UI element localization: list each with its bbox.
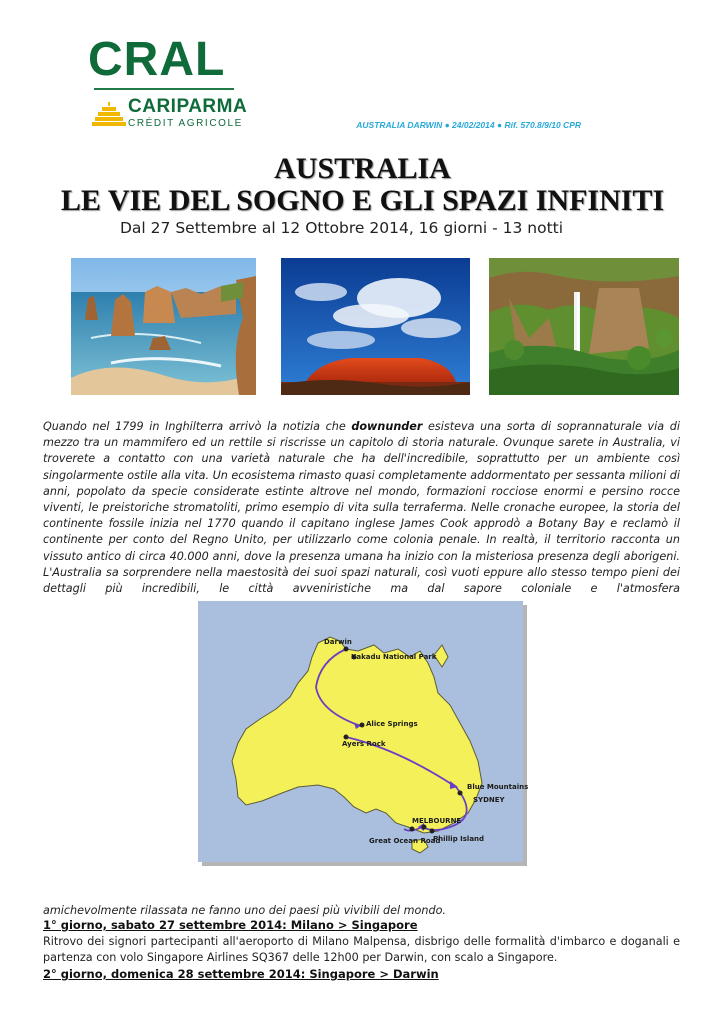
map-label-kakadu: Kakadu National Park <box>351 653 437 661</box>
page-title: AUSTRALIA <box>274 152 451 185</box>
twelve-apostles-photo <box>71 258 256 395</box>
uluru-photo <box>281 258 470 395</box>
map-label-alice-springs: Alice Springs <box>366 720 418 728</box>
reference-line: AUSTRALIA DARWIN ● 24/02/2014 ● Rif. 570.8/9/10 CPR <box>356 120 581 130</box>
day-1-description: Ritrovo dei signori partecipanti all'aeroporto di Milano Malpensa, disbrigo delle formalità d'imbarco e doganali e partenza con volo Singapore Airlines SQ367 delle 12h00 per Darwin, con scalo a Singapore. <box>43 935 680 965</box>
map-label-blue-mountains: Blue Mountains <box>467 783 529 791</box>
intro-text-rest: esisteva una sorta di soprannaturale via di mezzo tra un mammifero ed un rettile si riscrisse un capitolo di storia naturale. Ovunque sarete in Australia, vi troverete a contatto con una varietà naturale che ha dell'incredibile, soprattutto per un ambiente così singolarmente ostile alla vita. Un ecosistema rimasto quasi completamente addormentato per sessanta milioni di anni, popolato da specie considerate estinte altrove nel mondo, formazioni rocciose enormi e persino rocce viventi, le preistoriche stromatoliti, primo esempio di vita sulla terraferma. Nelle cronache europee, la storia del continente fossile inizia nel 1770 quando il capitano inglese James Cook approdò a Botany Bay e reclamò il continente per conto del Regno Unito, per utilizzarlo come colonia penale. In realtà, il territorio racconta un vissuto antico di circa 40.000 anni, dove la presenza umana ha inizio con la misteriosa presenza degli aborigeni. L'Australia sa sorprendere nella maestosità dei suoi spazi naturali, così vuoti eppure allo stesso tempo pieni dei dettagli più incredibili, le città avveniristiche ma dal sapore coloniale e l'atmosfera <box>43 420 680 596</box>
intro-highlight: downunder <box>351 420 423 433</box>
stop-marker <box>422 825 427 830</box>
stop-marker <box>410 827 415 832</box>
intro-paragraph <box>43 419 680 596</box>
itinerary-map <box>198 601 529 862</box>
stop-marker <box>344 735 349 740</box>
map-label-sydney: SYDNEY <box>473 796 505 804</box>
kakadu-waterfall-photo <box>489 258 679 395</box>
day-1-heading: 1° giorno, sabato 27 settembre 2014: Milano > Singapore <box>43 918 418 932</box>
map-label-great-ocean-road: Great Ocean Road <box>369 837 441 845</box>
map-label-ayers-rock: Ayers Rock <box>342 740 386 748</box>
map-label-darwin: Darwin <box>324 638 352 646</box>
stop-marker <box>458 791 463 796</box>
stop-marker <box>360 723 365 728</box>
map-label-phillip-island: Phillip Island <box>433 835 485 843</box>
australia-map-graphic <box>198 601 523 862</box>
stop-marker <box>430 829 435 834</box>
day-2-heading: 2° giorno, domenica 28 settembre 2014: Singapore > Darwin <box>43 967 439 981</box>
logo-group-name: CRÉDIT AGRICOLE <box>128 118 243 129</box>
logo-bank-name: CARIPARMA <box>128 96 248 117</box>
travel-dates: Dal 27 Settembre al 12 Ottobre 2014, 16 giorni - 13 notti <box>120 219 564 237</box>
map-label-melbourne: MELBOURNE <box>412 817 462 825</box>
intro-continuation: amichevolmente rilassata ne fanno uno dei paesi più vivibili del mondo. <box>43 904 446 917</box>
cral-logo <box>88 33 248 134</box>
intro-text-start: Quando nel 1799 in Inghilterra arrivò la notizia che <box>43 420 352 433</box>
page-subtitle-heading: LE VIE DEL SOGNO E GLI SPAZI INFINITI <box>60 184 665 217</box>
logo-divider <box>94 88 234 90</box>
stop-marker <box>344 647 349 652</box>
logo-wordmark: CRAL <box>88 33 226 86</box>
credit-agricole-fan-icon <box>92 100 126 128</box>
